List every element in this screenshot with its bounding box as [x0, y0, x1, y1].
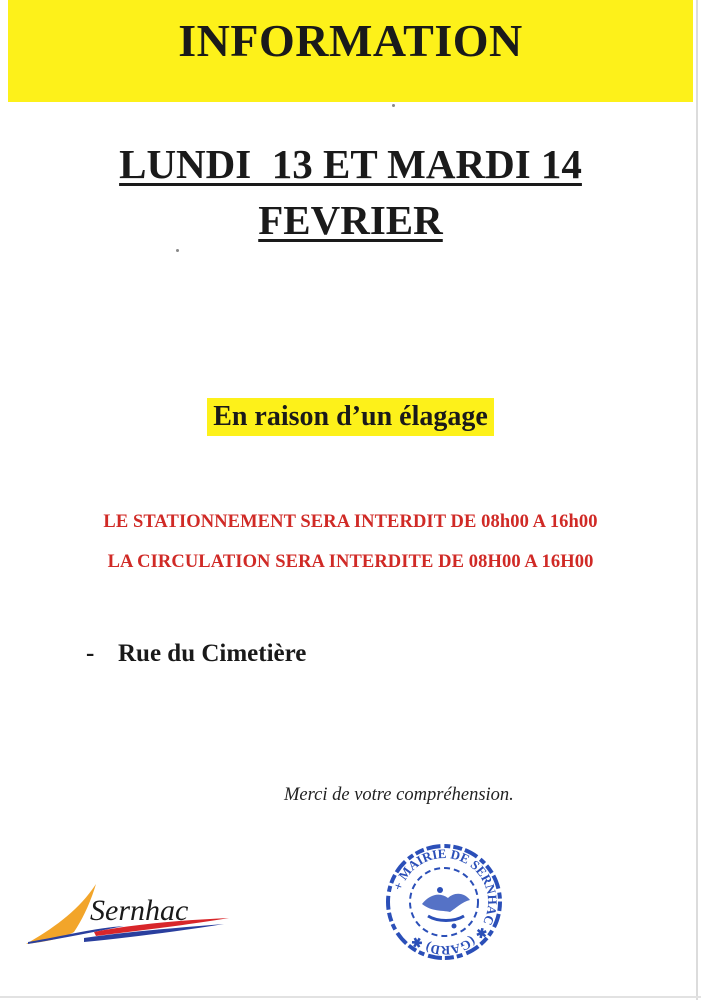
reason-container — [0, 398, 701, 436]
date-heading-text-2: FEVRIER — [258, 197, 443, 243]
date-heading-line-1 — [0, 140, 701, 188]
banner-title: INFORMATION — [178, 15, 523, 66]
svg-text:Sernhac: Sernhac — [90, 894, 189, 927]
parking-notice: LE STATIONNEMENT SERA INTERDIT DE 08h00 A 16h00 — [103, 512, 598, 532]
date-heading-text-1: LUNDI 13 ET MARDI 14 — [119, 141, 582, 187]
scan-speck — [392, 104, 395, 107]
page-edge-bottom — [0, 996, 701, 998]
date-heading-line-2 — [0, 196, 701, 244]
street-list-item — [86, 640, 306, 668]
town-hall-stamp-icon — [384, 842, 504, 962]
reason-highlight: En raison d’un élagage — [207, 398, 494, 436]
list-dash: - — [86, 640, 95, 667]
traffic-notice: LA CIRCULATION SERA INTERDITE DE 08H00 A 16H00 — [107, 552, 594, 572]
scan-speck — [176, 249, 179, 252]
sernhac-logo-icon — [24, 880, 234, 950]
information-banner — [8, 0, 693, 102]
thanks-message: Merci de votre compréhension. — [284, 785, 514, 805]
svg-text:+ MAIRIE DE SERNHAC ✱ (GARD) ✱: + MAIRIE DE SERNHAC ✱ (GARD) ✱ — [389, 845, 501, 959]
street-name: Rue du Cimetière — [118, 640, 307, 667]
